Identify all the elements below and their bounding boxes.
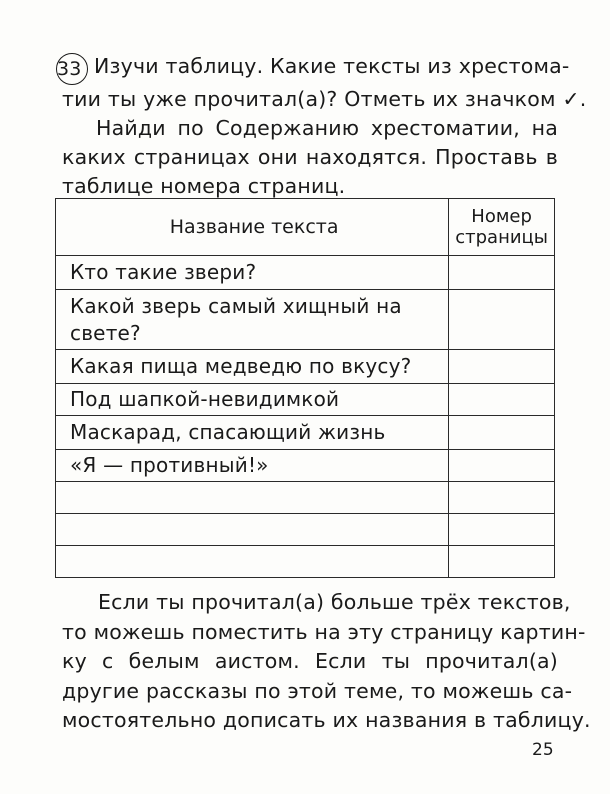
task-text: таблице номера страниц. xyxy=(62,174,346,198)
table-row xyxy=(56,416,555,450)
column-header-page: Номер страницы xyxy=(449,199,555,256)
footer-text: ку с белым аистом. Если ты прочитал(а) xyxy=(62,649,558,673)
task-text: каких страницах они находятся. Проставь в xyxy=(62,145,558,169)
table-row xyxy=(56,450,555,482)
task-33 xyxy=(57,52,587,201)
table-row xyxy=(56,350,555,384)
page-number-cell[interactable] xyxy=(449,514,555,546)
page-number-cell[interactable] xyxy=(449,416,555,450)
task-number-badge: 33 xyxy=(56,53,88,85)
text-title-cell: Кто такие звери? xyxy=(56,256,449,290)
text-title-cell[interactable] xyxy=(56,482,449,514)
footer-paragraph xyxy=(62,588,591,736)
table-row xyxy=(56,384,555,416)
task-line-1 xyxy=(57,52,570,85)
text-title-cell: Какая пища медведю по вкусу? xyxy=(56,350,449,384)
table-row xyxy=(56,482,555,514)
text-title-cell[interactable] xyxy=(56,546,449,578)
text-title-cell[interactable] xyxy=(56,514,449,546)
task-text: Изучи таблицу. Какие тексты из хрестома- xyxy=(94,54,570,78)
texts-table xyxy=(55,198,555,578)
page-number-cell[interactable] xyxy=(449,384,555,416)
page-number-cell[interactable] xyxy=(449,482,555,514)
footer-text: то можешь поместить на эту страницу картин- xyxy=(62,619,586,644)
text-title-cell: «Я — противный!» xyxy=(56,450,449,482)
page-number-cell[interactable] xyxy=(449,290,555,350)
table-header-row xyxy=(56,199,555,256)
page-number-cell[interactable] xyxy=(449,350,555,384)
table-row xyxy=(56,514,555,546)
page-number: 25 xyxy=(532,740,554,760)
text-title-cell: Маскарад, спасающий жизнь xyxy=(56,416,449,450)
page-number-cell[interactable] xyxy=(449,546,555,578)
text-title-cell: Под шапкой-невидимкой xyxy=(56,384,449,416)
table-row xyxy=(56,290,555,350)
table-row xyxy=(56,546,555,578)
table-row xyxy=(56,256,555,290)
footer-text: Если ты прочитал(а) больше трёх текстов, xyxy=(98,590,571,614)
column-header-title: Название текста xyxy=(56,199,449,256)
text-title-cell: Какой зверь самый хищный на свете? xyxy=(56,290,449,350)
task-text: тии ты уже прочитал(а)? Отметь их значком ✓. xyxy=(62,87,587,111)
footer-text: другие рассказы по этой теме, то можешь са- xyxy=(62,678,573,703)
page-number-cell[interactable] xyxy=(449,450,555,482)
footer-text: мостоятельно дописать их названия в таблицу. xyxy=(62,708,591,732)
page-number-cell[interactable] xyxy=(449,256,555,290)
task-text: Найди по Содержанию хрестоматии, на xyxy=(96,116,558,140)
